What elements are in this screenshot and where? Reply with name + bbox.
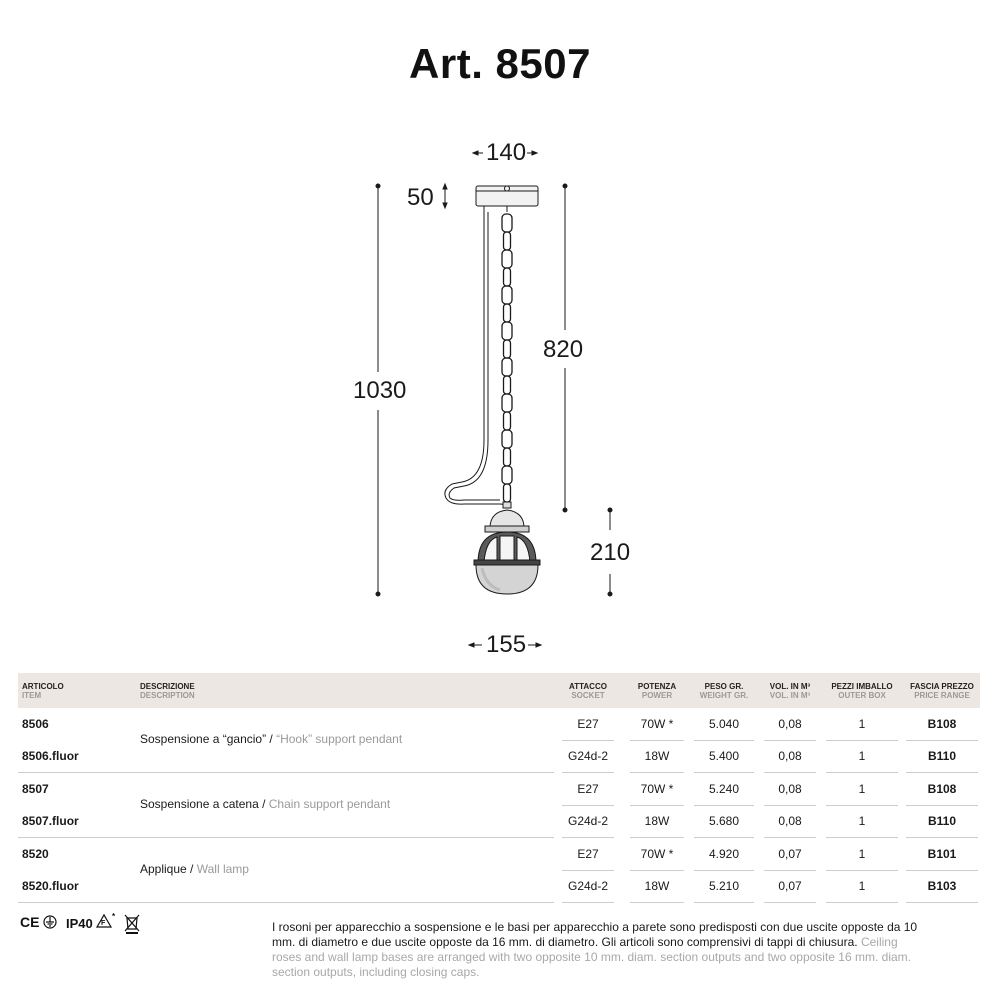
cell-weight: 4.920	[708, 847, 740, 861]
header-item: ARTICOLO ITEM	[22, 682, 64, 700]
cell-description: Sospensione a catena / Chain support pendant	[140, 797, 391, 811]
cell-outer-box: 1	[858, 847, 866, 861]
table-divider	[630, 902, 684, 903]
header-volume: VOL. IN M³ VOL. IN M³	[769, 682, 811, 700]
cell-outer-box: 1	[858, 749, 866, 763]
cell-power: 18W	[644, 749, 670, 763]
certification-marks	[20, 912, 150, 936]
table-divider	[18, 902, 554, 903]
dimension-chain-length: 820	[543, 336, 584, 363]
cell-price-range: B101	[927, 847, 957, 861]
table-divider	[764, 902, 816, 903]
cell-socket: G24d-2	[567, 749, 609, 763]
header-power: POTENZA POWER	[637, 682, 677, 700]
table-body	[18, 708, 980, 903]
cell-price-range: B108	[927, 717, 957, 731]
dimension-globe-height: 210	[590, 539, 631, 566]
cell-price-range: B108	[927, 782, 957, 796]
cell-item: 8520.fluor	[22, 879, 79, 893]
cell-socket: G24d-2	[567, 879, 609, 893]
table-row-group	[18, 773, 980, 838]
cell-socket: E27	[577, 717, 599, 731]
cell-item: 8507	[22, 782, 49, 796]
cell-outer-box: 1	[858, 879, 866, 893]
cell-price-range: B110	[927, 814, 957, 828]
cell-description: Applique / Wall lamp	[140, 862, 249, 876]
cell-power: 70W *	[640, 717, 674, 731]
cell-weight: 5.680	[708, 814, 740, 828]
dimension-globe-width: 155	[486, 631, 527, 658]
cell-price-range: B103	[927, 879, 957, 893]
cell-volume: 0,08	[778, 782, 802, 796]
svg-text:*: *	[112, 912, 116, 921]
cell-volume: 0,08	[778, 749, 802, 763]
weee-bin-icon	[125, 915, 139, 933]
dimension-top-width: 140	[486, 139, 527, 166]
ce-mark-icon: CE	[20, 914, 40, 930]
table-divider	[906, 902, 978, 903]
cell-power: 70W *	[640, 782, 674, 796]
page-title: Art. 8507	[409, 40, 591, 87]
header-price-range: FASCIA PREZZO PRICE RANGE	[910, 682, 974, 700]
cell-weight: 5.240	[708, 782, 740, 796]
notes-english: Ceiling roses and wall lamp bases are arranged with two opposite 10 mm. diam. section outputs and two opposite 16 mm. diam. section outputs, including closing caps.	[272, 935, 911, 979]
dimension-total-height: 1030	[353, 377, 407, 404]
spec-table	[18, 673, 980, 903]
cell-description: Sospensione a “gancio” / “Hook” support pendant	[140, 732, 403, 746]
cell-volume: 0,07	[778, 847, 802, 861]
svg-text:F: F	[101, 920, 106, 927]
cell-item: 8507.fluor	[22, 814, 79, 828]
cell-weight: 5.210	[708, 879, 740, 893]
f-mark-icon	[97, 912, 116, 927]
table-divider	[826, 902, 898, 903]
header-description: DESCRIZIONE DESCRIPTION	[140, 682, 195, 700]
cell-volume: 0,07	[778, 879, 802, 893]
table-divider	[562, 902, 614, 903]
cell-weight: 5.400	[708, 749, 740, 763]
cell-item: 8506	[22, 717, 49, 731]
cell-outer-box: 1	[858, 814, 866, 828]
table-divider	[694, 902, 754, 903]
cell-weight: 5.040	[708, 717, 740, 731]
table-row-group	[18, 838, 980, 903]
table-row-group	[18, 708, 980, 773]
cell-item: 8506.fluor	[22, 749, 79, 763]
cell-item: 8520	[22, 847, 49, 861]
cell-socket: E27	[577, 782, 599, 796]
ip-rating: IP40	[66, 916, 93, 931]
cell-socket: G24d-2	[567, 814, 609, 828]
cell-volume: 0,08	[778, 717, 802, 731]
cell-socket: E27	[577, 847, 599, 861]
notes	[272, 920, 922, 980]
cell-outer-box: 1	[858, 782, 866, 796]
cell-power: 18W	[644, 879, 670, 893]
header-socket: ATTACCO SOCKET	[569, 682, 607, 700]
header-outer-box: PEZZI IMBALLO OUTER BOX	[831, 682, 893, 700]
cell-price-range: B110	[927, 749, 957, 763]
table-header	[18, 673, 980, 708]
dimension-rose-height: 50	[407, 184, 434, 211]
cell-outer-box: 1	[858, 717, 866, 731]
cell-volume: 0,08	[778, 814, 802, 828]
cell-power: 18W	[644, 814, 670, 828]
cell-power: 70W *	[640, 847, 674, 861]
ground-symbol-icon	[44, 916, 56, 928]
header-weight: PESO GR. WEIGHT GR.	[699, 682, 749, 700]
notes-italian: I rosoni per apparecchio a sospensione e le basi per apparecchio a parete sono predisposti con due uscite opposte da 10 mm. di diametro e due uscite opposte da 16 mm. di diametro. Gli articoli sono comprensivi di tappi di chiusura.	[272, 920, 918, 949]
